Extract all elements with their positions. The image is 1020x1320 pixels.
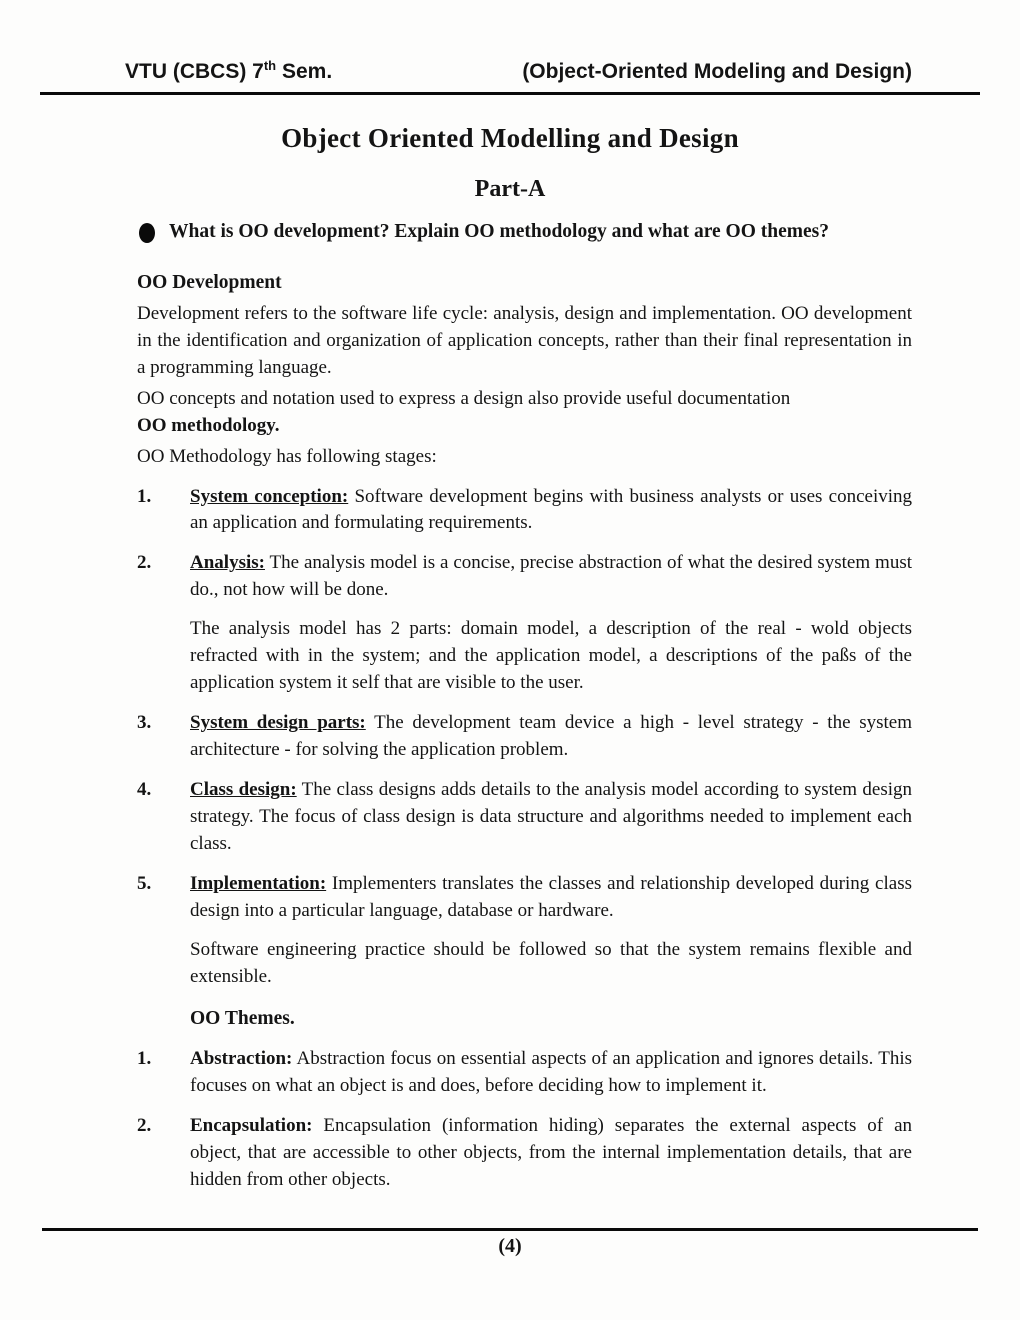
item-extra-paragraph: The analysis model has 2 parts: domain model, a description of the real - wold objects refracted with in the system; and the application model, a descriptions of the paßs of the application system it self that are visible to the user. [190, 618, 912, 694]
item-paragraph [190, 1046, 912, 1100]
item-text: Encapsulation (information hiding) separates the external aspects of an object, that are accessible to other objects, from the internal implementation details, that are hidden from other objects. [190, 1114, 912, 1190]
header-course-suffix: Sem. [276, 60, 333, 83]
item-label: Abstraction: [190, 1047, 293, 1069]
document-title: Object Oriented Modelling and Design [281, 123, 739, 153]
item-body [190, 871, 912, 991]
page-number: (4) [498, 1235, 522, 1257]
question-row [137, 221, 912, 243]
item-number: 1. [137, 485, 152, 507]
header-rule [40, 92, 980, 95]
item-text: The analysis model is a concise, precise abstraction of what the desired system must do., not how will be done. [190, 552, 912, 601]
item-number: 2. [137, 1114, 152, 1136]
paragraph-text: OO concepts and notation used to express a design also provide useful documentation [137, 387, 791, 409]
item-label: Encapsulation: [190, 1114, 313, 1136]
item-label: Analysis: [190, 552, 265, 574]
item-number: 2. [137, 552, 152, 574]
header-subject: (Object-Oriented Modeling and Design) [522, 60, 912, 83]
item-body [190, 484, 912, 538]
item-paragraph [190, 710, 912, 764]
item-label: System design parts: [190, 712, 366, 734]
list-item-stage-5 [137, 871, 912, 991]
item-number: 5. [137, 873, 152, 895]
item-text: The class designs adds details to the analysis model according to system design strategy. The focus of class design is data structure and algorithms needed to implement each class. [190, 779, 912, 855]
list-item-stage-3 [137, 710, 912, 764]
item-paragraph [190, 550, 912, 604]
question-text: What is OO development? Explain OO methodology and what are OO themes? [169, 221, 829, 242]
item-paragraph [190, 484, 912, 538]
list-item-stage-1 [137, 484, 912, 538]
item-paragraph [190, 777, 912, 858]
item-number: 3. [137, 712, 152, 734]
paragraph: OO Methodology has following stages: [137, 445, 437, 467]
item-number: 4. [137, 779, 152, 801]
list-item-stage-2 [137, 550, 912, 697]
footer-rule [42, 1228, 978, 1231]
item-paragraph [190, 871, 912, 925]
list-item-stage-4 [137, 777, 912, 858]
bullet-icon [139, 223, 155, 243]
item-body [190, 1046, 912, 1100]
item-text: The development team device a high - level strategy - the system architecture - for solving the application problem. [190, 712, 912, 761]
item-text: Software development begins with business analysts or uses conceiving an application and formulating requirements. [190, 485, 913, 534]
item-body [190, 550, 912, 697]
list-item-theme-2 [137, 1113, 912, 1194]
item-label: Class design: [190, 779, 297, 801]
paragraph-bold-text: OO methodology. [137, 414, 280, 436]
document-body [137, 269, 912, 1194]
header-course-prefix: VTU (CBCS) 7 [125, 60, 264, 83]
header-course-superscript: th [263, 58, 277, 73]
paragraph: Development refers to the software life cycle: analysis, design and implementation. OO development in the identification and organization of application concepts, rather than their final representation in a programming language. [137, 302, 912, 378]
item-body [190, 710, 912, 764]
section-heading-oo-themes: OO Themes. [190, 1008, 295, 1029]
page-footer [0, 1228, 1020, 1258]
item-body [190, 1113, 912, 1194]
item-body [190, 777, 912, 858]
section-heading-oo-development: OO Development [137, 272, 282, 293]
header-course [125, 58, 332, 84]
paragraph [137, 386, 912, 440]
item-paragraph [190, 1113, 912, 1194]
item-text: Abstraction focus on essential aspects of an application and ignores details. This focuses on what an object is and does, before deciding how to implement it. [190, 1047, 912, 1096]
list-item-theme-1 [137, 1046, 912, 1100]
item-label: Implementation: [190, 873, 327, 895]
item-extra-paragraph: Software engineering practice should be followed so that the system remains flexible and extensible. [190, 939, 912, 988]
item-text: Implementers translates the classes and relationship developed during class design into a particular language, database or hardware. [190, 873, 912, 922]
item-label: System conception: [190, 485, 349, 507]
page-header [125, 58, 912, 84]
item-number: 1. [137, 1047, 152, 1069]
part-heading: Part-A [474, 176, 546, 202]
